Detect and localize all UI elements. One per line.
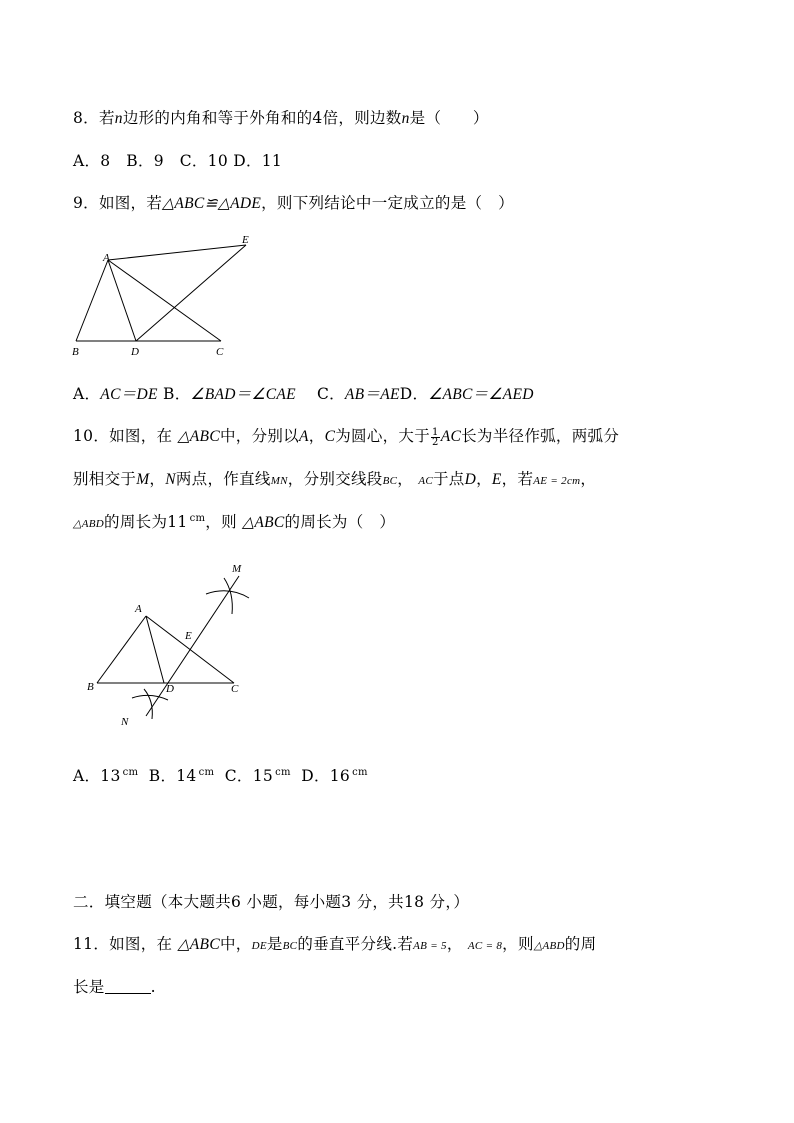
q10-text-14: ， <box>580 470 597 488</box>
q11-text-7: 的周 <box>564 935 597 953</box>
q9-label-A: A <box>103 252 110 264</box>
segment-AD <box>146 616 164 683</box>
q10-text-1: 10．如图，在 <box>73 427 173 445</box>
segment-AC <box>108 260 221 341</box>
q10-point-d: D <box>464 471 477 488</box>
q10-text-2: 中，分别以 <box>219 427 299 445</box>
q10-label-D: D <box>166 683 174 695</box>
q11-text-4: 的垂直平分线.若 <box>297 935 414 953</box>
fraction-numerator: 1 <box>432 426 439 438</box>
q11-ab-value: AB = 5 <box>413 940 447 952</box>
q9-option-d-label: D． <box>399 385 429 403</box>
question-10-line-2 <box>73 467 596 489</box>
q10-label-M: M <box>232 563 242 575</box>
q10-line-mn: MN <box>270 475 288 487</box>
q10-option-a-unit: cm <box>122 767 139 778</box>
q9-prefix: 9．如图，若 <box>73 194 163 212</box>
q11-triangle-abd: △ABD <box>533 940 565 952</box>
question-9 <box>73 191 514 213</box>
q10-segment-ac: AC <box>440 428 462 445</box>
q10-option-c: C．15 <box>224 767 274 785</box>
q11-text-8: 长是 <box>73 978 105 996</box>
arc-lower-2 <box>144 689 152 719</box>
q11-text-3: 是 <box>266 935 283 953</box>
q11-segment-de: DE <box>251 940 267 952</box>
q9-option-b: ∠BAD＝∠CAE <box>190 386 296 403</box>
q9-option-d: ∠ABC＝∠AED <box>428 386 534 403</box>
q10-triangle-abc-2: △ABC <box>242 514 285 531</box>
answer-blank[interactable] <box>105 979 151 994</box>
q8-var-n2: n <box>401 110 410 127</box>
q10-point-e: E <box>491 471 502 488</box>
segment-AD <box>108 260 136 341</box>
question-11-line-2 <box>73 975 156 997</box>
fraction-one-half <box>431 428 440 447</box>
q9-options <box>73 382 534 404</box>
q10-option-d: D．16 <box>301 767 351 785</box>
q9-option-a: AC＝DE <box>100 386 158 403</box>
q11-text-5: ， <box>446 935 463 953</box>
q10-segment-ac-2: AC <box>418 475 433 487</box>
q10-text-7: ， <box>149 470 166 488</box>
section-2-heading: 二．填空题（本大题共6 小题，每小题3 分，共18 分，） <box>73 893 470 911</box>
q10-text-9: ，分别交线段 <box>287 470 383 488</box>
q10-text-15: 的周长为11 <box>104 513 188 531</box>
q10-text-6: 别相交于 <box>73 470 137 488</box>
segment-DE <box>136 245 246 341</box>
q10-label-B: B <box>87 681 94 693</box>
q10-point-c: C <box>324 428 336 445</box>
q10-text-10: ， <box>397 470 414 488</box>
q10-option-b-unit: cm <box>198 767 215 778</box>
q10-ae-value: AE = 2cm <box>533 475 581 487</box>
fraction-denominator: 2 <box>432 436 439 448</box>
q11-segment-bc: BC <box>282 940 298 952</box>
q10-option-d-unit: cm <box>352 767 368 778</box>
q10-text-13: ，若 <box>501 470 534 488</box>
q8-number: 8．若 <box>73 109 115 127</box>
q11-ac-value: AC = 8 <box>467 940 503 952</box>
q9-label-C: C <box>216 346 224 358</box>
q10-label-E: E <box>185 630 192 642</box>
q10-triangle-abc: △ABC <box>177 428 220 445</box>
q8-text: 边形的内角和等于外角和的4倍，则边数 <box>122 109 402 127</box>
segment-AB <box>97 616 146 683</box>
question-8 <box>73 106 489 128</box>
q9-figure <box>66 228 266 363</box>
question-10-line-3 <box>73 510 395 532</box>
segment-AE <box>108 245 246 260</box>
q10-options <box>73 764 368 786</box>
q10-text-5: 长为半径作弧，两弧分 <box>461 427 620 445</box>
line-MN <box>146 576 239 716</box>
q10-option-a: A．13 <box>73 767 121 785</box>
q9-label-D: D <box>131 346 139 358</box>
q11-text-2: 中， <box>219 935 252 953</box>
q10-unit-cm: cm <box>189 513 206 524</box>
q8-var-n: n <box>114 110 123 127</box>
q9-congruence: △ABC≌△ADE <box>162 195 262 212</box>
q11-text-6: ，则 <box>502 935 534 953</box>
q8-options: A．8 B．9 C．10 D．11 <box>73 152 283 170</box>
q10-option-b: B．14 <box>148 767 197 785</box>
q11-triangle-abc: △ABC <box>177 936 220 953</box>
q10-text-11: 于点 <box>432 470 465 488</box>
segment-AB <box>76 260 108 341</box>
arc-upper-1 <box>206 591 249 598</box>
q10-label-N: N <box>121 716 129 728</box>
q10-segment-bc: BC <box>382 475 398 487</box>
question-11-line-1 <box>73 932 596 954</box>
q11-text-1: 11．如图，在 <box>73 935 173 953</box>
question-10-line-1 <box>73 424 619 447</box>
q9-option-c: AB＝AE <box>344 386 400 403</box>
q10-answer-paren: 的周长为（ ） <box>284 513 396 531</box>
q10-text-8: 两点，作直线 <box>175 470 271 488</box>
q10-text-12: ， <box>476 470 492 488</box>
q9-label-B: B <box>72 346 79 358</box>
q10-figure <box>84 556 264 731</box>
q11-period: . <box>150 978 156 996</box>
q10-text-3: ， <box>308 427 325 445</box>
q10-triangle-abd: △ABD <box>73 518 105 530</box>
q10-text-16: ，则 <box>205 513 237 531</box>
q10-label-C: C <box>231 683 239 695</box>
q10-point-m: M <box>136 471 150 488</box>
q10-option-c-unit: cm <box>275 767 291 778</box>
q8-answer-paren: 是（ ） <box>409 109 489 127</box>
q9-option-b-label: B． <box>163 385 191 403</box>
q9-suffix: ，则下列结论中一定成立的是（ ） <box>261 194 514 212</box>
q10-label-A: A <box>135 603 142 615</box>
q9-option-c-label: C． <box>316 385 345 403</box>
q9-option-a-label: A． <box>73 385 101 403</box>
q9-label-E: E <box>242 234 249 246</box>
q10-point-a: A <box>298 428 309 445</box>
q10-point-n: N <box>165 471 176 488</box>
q10-text-4: 为圆心，大于 <box>335 427 431 445</box>
